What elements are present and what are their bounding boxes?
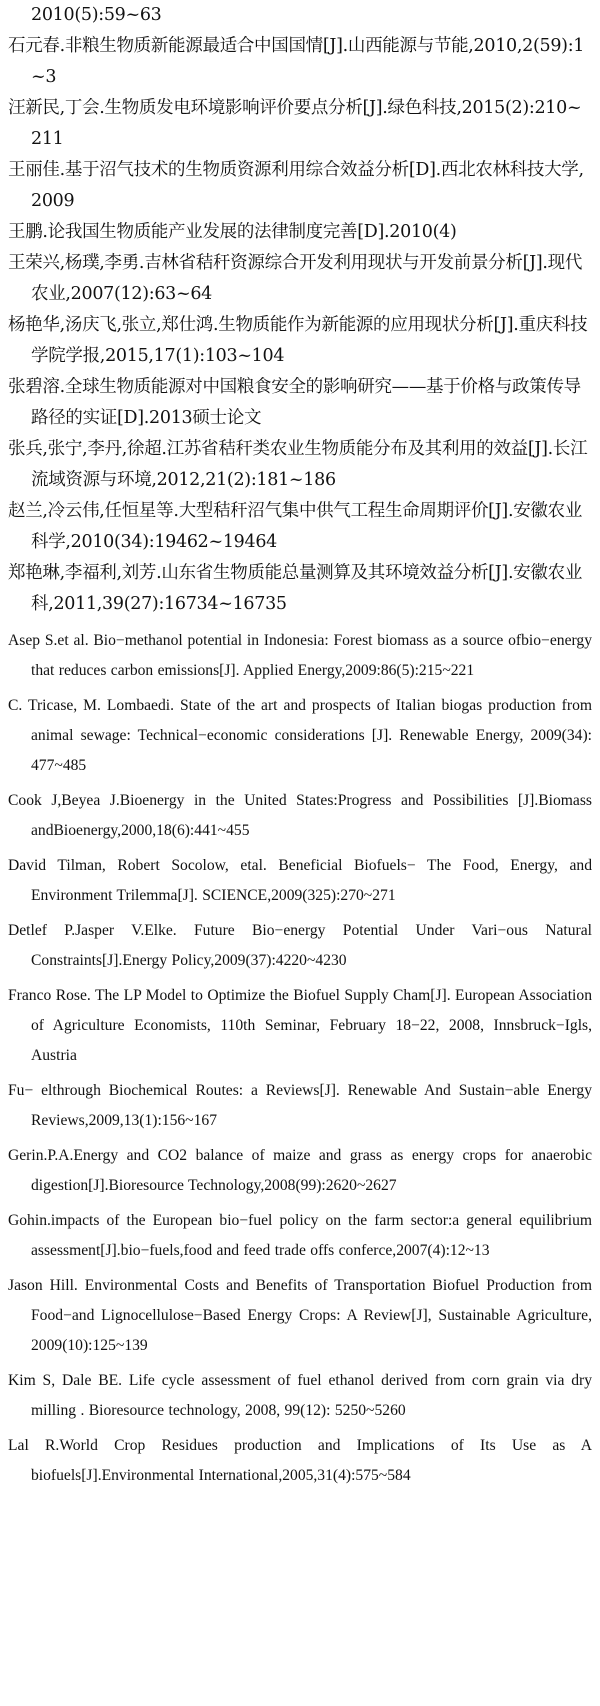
reference-item: 石元春.非粮生物质新能源最适合中国国情[J].山西能源与节能,2010,2(59):1~3 [8,36,585,87]
reference-item: 汪新民,丁会.生物质发电环境影响评价要点分析[J].绿色科技,2015(2):210~211 [8,98,582,149]
reference-item: 杨艳华,汤庆飞,张立,郑仕鸿.生物质能作为新能源的应用现状分析[J].重庆科技学院学报,2015,17(1):103~104 [8,315,588,366]
reference-item: 郑艳琳,李福利,刘芳.山东省生物质能总量测算及其环境效益分析[J].安徽农业科,2011,39(27):16734~16735 [8,563,583,614]
reference-item: 王荣兴,杨璞,李勇.吉林省秸秆资源综合开发利用现状与开发前景分析[J].现代农业,2007(12):63~64 [8,253,583,304]
reference-item: Detlef P.Jasper V.Elke. Future Bio−energy Potential Under Vari−ous Natural Constraints[J].Energy Policy,2009(37):4220~4230 [8,922,592,969]
reference-item: Franco Rose. The LP Model to Optimize the Biofuel Supply Cham[J]. European Association of Agriculture Economists, 110th Seminar, February 18−22, 2008, Innsbruck−Igls, Austria [8,987,592,1064]
english-reference-list [8,626,592,1491]
reference-item: Lal R.World Crop Residues production and Implications of Its Use as A biofuels[J].Environmental International,2005,31(4):575~584 [8,1437,592,1484]
reference-item: Jason Hill. Environmental Costs and Benefits of Transportation Biofuel Production from Food−and Lignocellulose−Based Energy Crops: A Review[J], Sustainable Agriculture, 2009(10):125~139 [8,1277,592,1354]
reference-item: David Tilman, Robert Socolow, etal. Beneficial Biofuels− The Food, Energy, and Environment Trilemma[J]. SCIENCE,2009(325):270~271 [8,857,592,904]
reference-item: 王鹏.论我国生物质能产业发展的法律制度完善[D].2010(4) [8,222,457,242]
chinese-reference-list [8,0,592,620]
reference-item: 赵兰,冷云伟,任恒星等.大型秸秆沼气集中供气工程生命周期评价[J].安徽农业科学,2010(34):19462~19464 [8,501,583,552]
reference-item: Gerin.P.A.Energy and CO2 balance of maize and grass as energy crops for anaerobic digestion[J].Bioresource Technology,2008(99):2620~2627 [8,1147,592,1194]
reference-item: 张碧溶.全球生物质能源对中国粮食安全的影响研究——基于价格与政策传导路径的实证[D].2013硕士论文 [8,377,581,428]
reference-item: 2010(5):59~63 [31,5,162,25]
reference-item: Kim S, Dale BE. Life cycle assessment of fuel ethanol derived from corn grain via dry milling . Bioresource technology, 2008, 99(12): 5250~5260 [8,1372,592,1419]
reference-item: Fu− elthrough Biochemical Routes: a Reviews[J]. Renewable And Sustain−able Energy Reviews,2009,13(1):156~167 [8,1082,592,1129]
reference-item: C. Tricase, M. Lombaedi. State of the art and prospects of Italian biogas production from animal sewage: Technical−economic considerations [J]. Renewable Energy, 2009(34): 477~485 [8,697,592,774]
reference-item: 王丽佳.基于沼气技术的生物质资源利用综合效益分析[D].西北农林科技大学,2009 [8,160,584,211]
reference-item: Gohin.impacts of the European bio−fuel policy on the farm sector:a general equilibrium assessment[J].bio−fuels,food and feed trade offs conferce,2007(4):12~13 [8,1212,592,1259]
reference-item: Cook J,Beyea J.Bioenergy in the United States:Progress and Possibilities [J].Biomass andBioenergy,2000,18(6):441~455 [8,792,592,839]
reference-item: Asep S.et al. Bio−methanol potential in Indonesia: Forest biomass as a source ofbio−energy that reduces carbon emissions[J]. Applied Energy,2009:86(5):215~221 [8,632,592,679]
reference-item: 张兵,张宁,李丹,徐超.江苏省秸秆类农业生物质能分布及其利用的效益[J].长江流域资源与环境,2012,21(2):181~186 [8,439,588,490]
